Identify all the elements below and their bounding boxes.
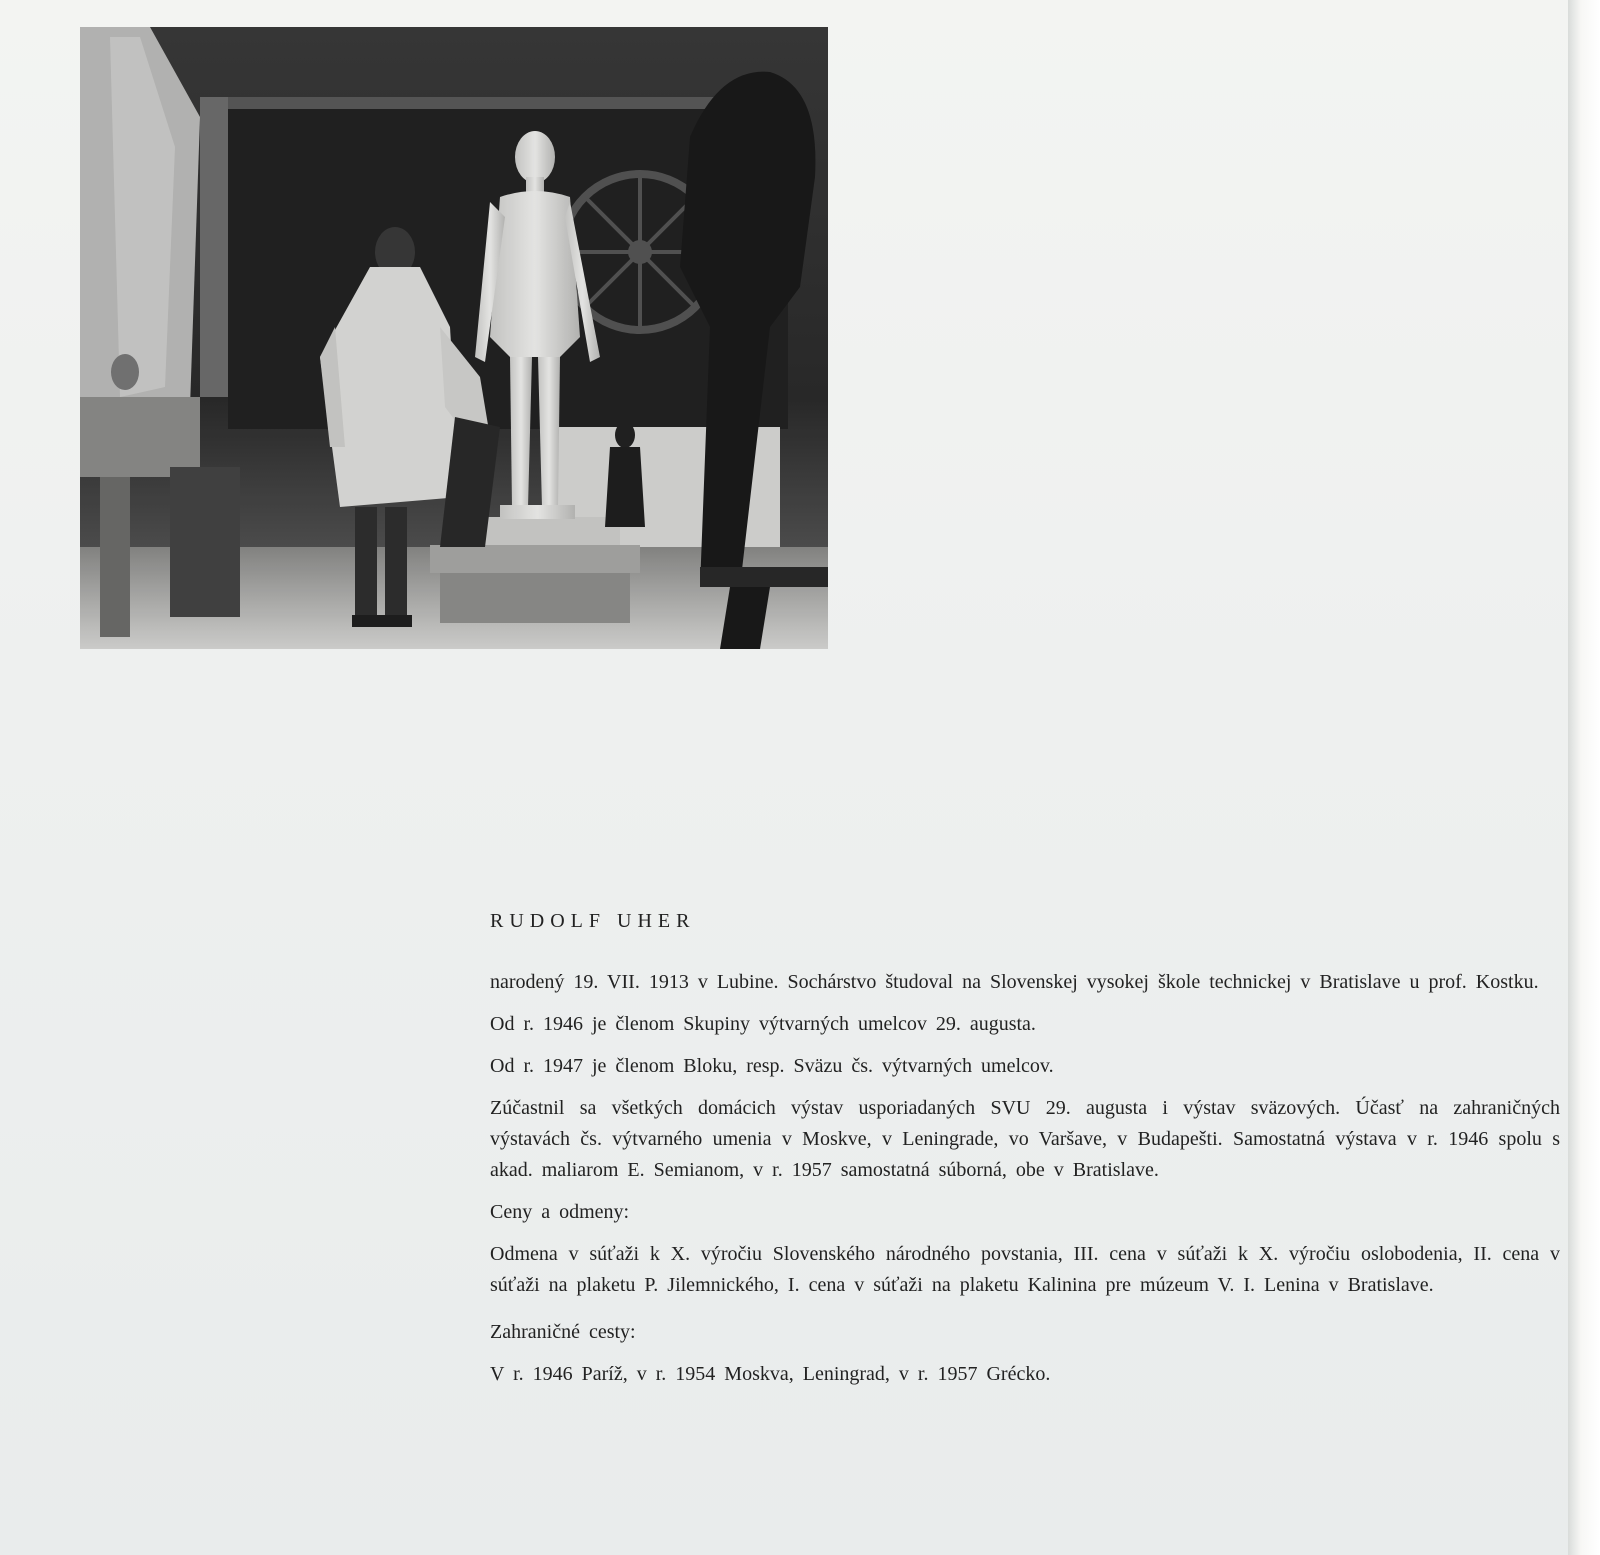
bio-paragraph-travels: V r. 1946 Paríž, v r. 1954 Moskva, Leningrad, v r. 1957 Grécko. [490, 1363, 1051, 1385]
bio-paragraph-awards: Odmena v súťaži k X. výročiu Slovenského národného povstania, III. cena v súťaži k X. výročiu oslobodenia, II. cena v súťaži na plaketu P. Jilemnického, I. cena v súťaži na plaketu Kalinina pre múzeum V. I. Lenina v Bratislave. [490, 1243, 1560, 1296]
awards-heading: Ceny a odmeny: [490, 1201, 630, 1223]
bio-paragraph-membership-1947: Od r. 1947 je členom Bloku, resp. Sväzu čs. výtvarných umelcov. [490, 1055, 1054, 1077]
page-edge [1568, 0, 1600, 1555]
bio-paragraph-membership-1946: Od r. 1946 je členom Skupiny výtvarných umelcov 29. augusta. [490, 1013, 1036, 1035]
biography-text [490, 906, 1560, 1401]
bio-paragraph-exhibitions: Zúčastnil sa všetkých domácich výstav usporiadaných SVU 29. augusta i výstav sväzových. Účasť na zahraničných výstavách čs. výtvarného umenia v Moskve, v Leningrade, vo Varšave, v Budapešti. Samostatná výstava v r. 1946 spolu s akad. maliarom E. Semianom, v r. 1957 samostatná súborná, obe v Bratislave. [490, 1097, 1560, 1181]
travels-heading: Zahraničné cesty: [490, 1321, 636, 1343]
sculptor-studio-photo [80, 27, 828, 649]
bio-paragraph-birth: narodený 19. VII. 1913 v Lubine. Sochárstvo študoval na Slovenskej vysokej škole technickej v Bratislave u prof. Kostku. [490, 971, 1539, 993]
artist-name-heading: RUDOLF UHER [490, 910, 696, 932]
